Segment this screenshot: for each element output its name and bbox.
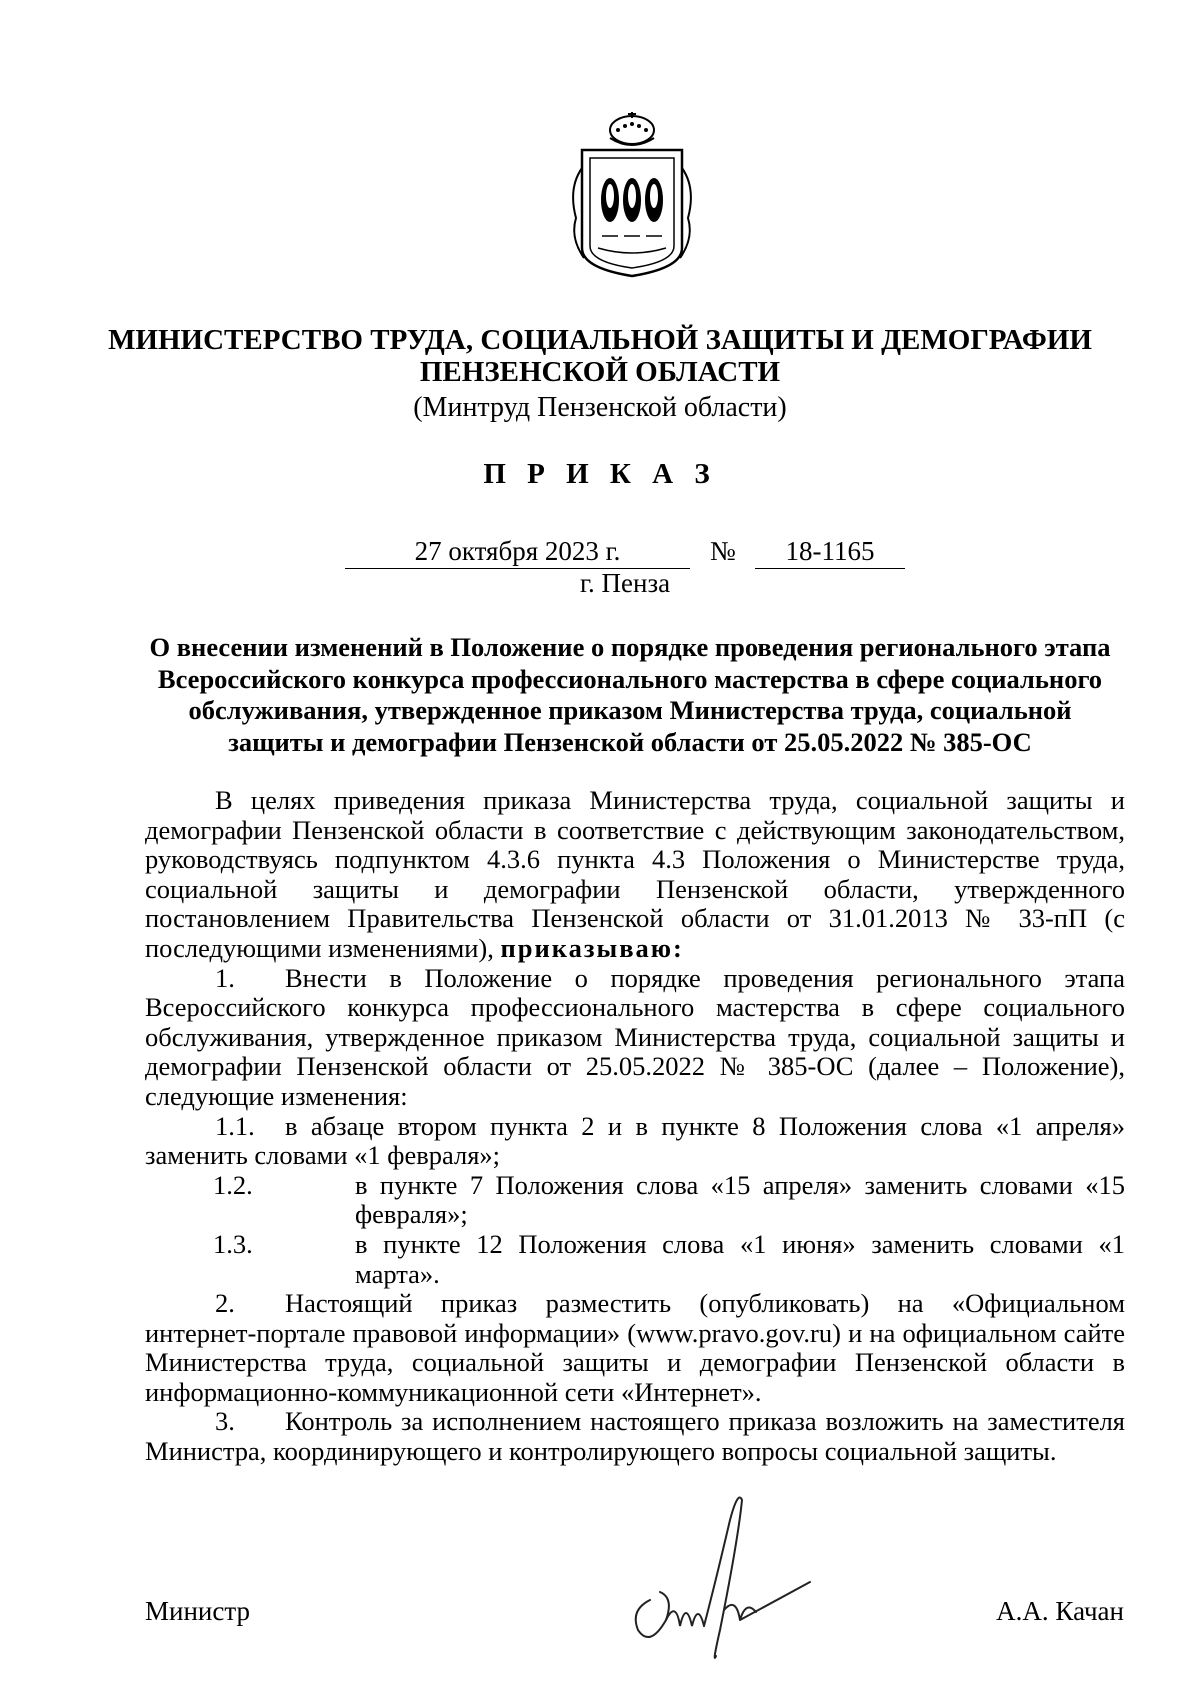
item-1-1 bbox=[145, 1112, 1125, 1171]
coat-of-arms-emblem bbox=[562, 108, 702, 284]
item-number: 1.3. bbox=[213, 1228, 253, 1259]
item-text: Настоящий приказ разместить (опубликовать) на «Официальном интернет-портале правовой информации» (www.pravo.gov.ru) и на официальном сайте Министерства труда, социальной защиты и демографии Пензенской области в информационно-коммуникационной сети «Интернет». bbox=[145, 1288, 1125, 1407]
item-1 bbox=[145, 964, 1125, 1112]
subject-line: защиты и демографии Пензенской области от 25.05.2022 № 385-ОС bbox=[228, 726, 1032, 757]
organization-short-name: (Минтруд Пензенской области) bbox=[413, 392, 787, 423]
document-city: г. Пенза bbox=[580, 568, 671, 598]
handwritten-signature bbox=[620, 1480, 830, 1670]
item-text: в пункте 12 Положения слова «1 июня» заменить словами «1 марта». bbox=[355, 1228, 1125, 1289]
item-number: 3. bbox=[215, 1406, 235, 1437]
document-subject bbox=[140, 632, 1120, 758]
item-text: в абзаце втором пункта 2 и в пункте 8 Положения слова «1 апреля» заменить словами «1 февраля»; bbox=[145, 1110, 1125, 1171]
preamble-paragraph bbox=[145, 786, 1125, 964]
document-number: 18-1165 bbox=[755, 536, 905, 569]
item-number: 1.2. bbox=[213, 1169, 253, 1200]
signatory-position: Министр bbox=[145, 1596, 250, 1626]
subject-line: Всероссийского конкурса профессионального мастерства в сфере социального bbox=[157, 663, 1103, 694]
subject-line: О внесении изменений в Положение о порядке проведения регионального этапа bbox=[149, 632, 1111, 662]
organization-name-line1: МИНИСТЕРСТВО ТРУДА, СОЦИАЛЬНОЙ ЗАЩИТЫ И ДЕМОГРАФИИ bbox=[108, 324, 1092, 356]
document-type-title: П Р И К А З bbox=[483, 458, 717, 490]
item-text: в пункте 7 Положения слова «15 апреля» заменить словами «15 февраля»; bbox=[355, 1169, 1125, 1230]
item-number: 1.1. bbox=[215, 1110, 255, 1141]
item-text: Контроль за исполнением настоящего приказа возложить на заместителя Министра, координирующего и контролирующего вопросы социальной защиты. bbox=[145, 1406, 1125, 1467]
signatory-name: А.А. Качан bbox=[996, 1596, 1124, 1626]
item-1-2 bbox=[145, 1171, 1125, 1230]
order-word: приказываю: bbox=[500, 932, 684, 963]
document-date: 27 октября 2023 г. bbox=[345, 536, 690, 569]
preamble-text: В целях приведения приказа Министерства труда, социальной защиты и демографии Пензенской области в соответствие с действующим законодательством, руководствуясь подпунктом 4.3.6 пункта 4.3 Положения о Министерстве труда, социальной защиты и демографии Пензенской области, утвержденного постановлением Правительства Пензенской области от 31.01.2013 № 33-пП (с последующими изменениями), bbox=[145, 785, 1125, 963]
organization-name-line2: ПЕНЗЕНСКОЙ ОБЛАСТИ bbox=[419, 356, 781, 388]
item-2 bbox=[145, 1289, 1125, 1407]
number-sign: № bbox=[710, 536, 736, 566]
item-text: Внести в Положение о порядке проведения регионального этапа Всероссийского конкурса профессионального мастерства в сфере социального обслуживания, утвержденное приказом Министерства труда, социальной защиты и демографии Пензенской области от 25.05.2022 № 385-ОС (далее – Положение), следующие изменения: bbox=[145, 962, 1125, 1111]
item-3 bbox=[145, 1407, 1125, 1466]
document-body bbox=[145, 786, 1125, 1467]
item-number: 2. bbox=[215, 1288, 235, 1319]
subject-line: обслуживания, утвержденное приказом Министерства труда, социальной bbox=[188, 695, 1072, 725]
item-number: 1. bbox=[215, 962, 235, 993]
item-1-3 bbox=[145, 1230, 1125, 1289]
